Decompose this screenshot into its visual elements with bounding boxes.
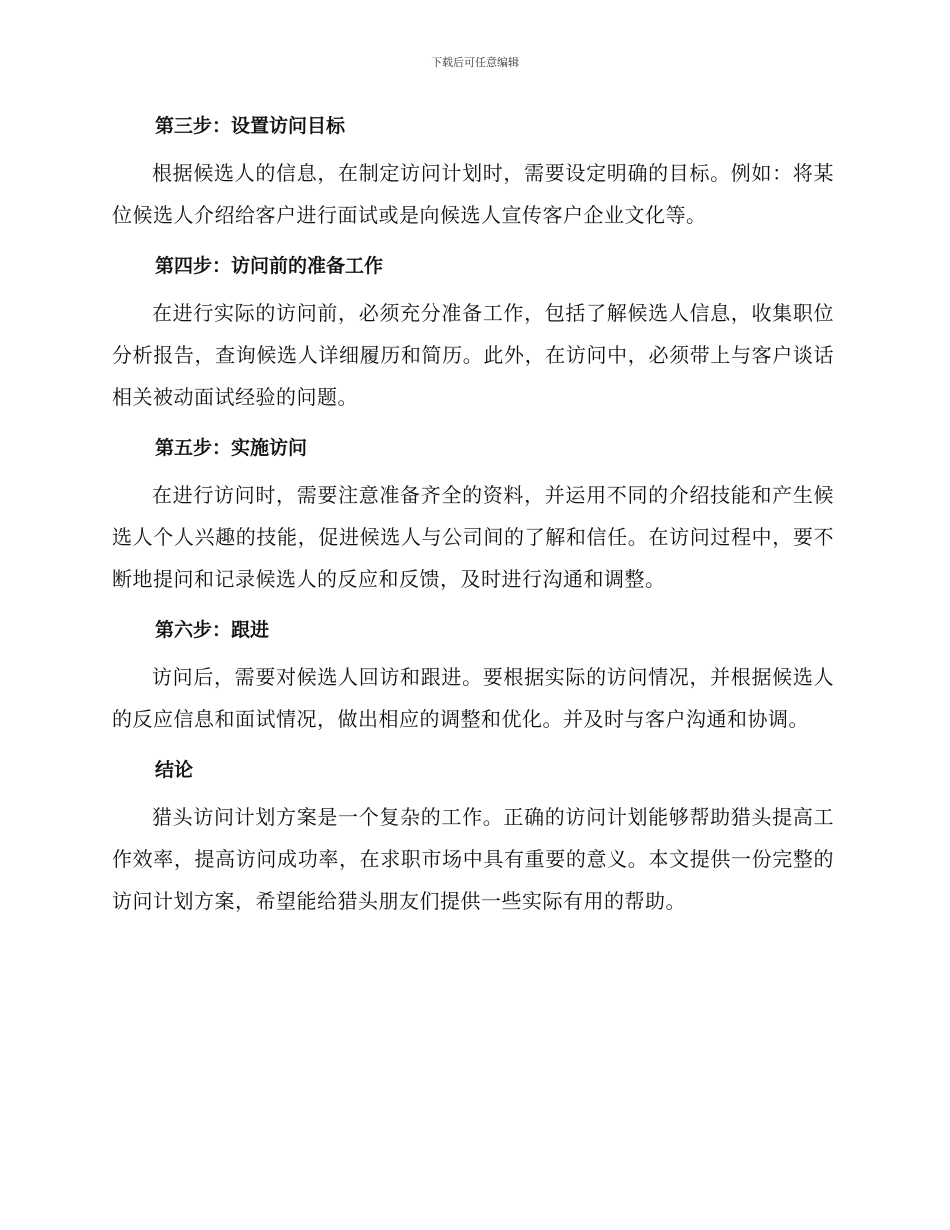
header-note: 下载后可任意编辑 xyxy=(431,56,519,69)
section-step-four xyxy=(112,248,834,418)
section-paragraph: 根据候选人的信息，在制定访问计划时，需要设定明确的目标。例如：将某位候选人介绍给客户进行面试或是向候选人宣传客户企业文化等。 xyxy=(112,161,834,227)
section-paragraph: 在进行访问时，需要注意准备齐全的资料，并运用不同的介绍技能和产生候选人个人兴趣的技能，促进候选人与公司间的了解和信任。在访问过程中，要不断地提问和记录候选人的反应和反馈，及时进行沟通和调整。 xyxy=(112,483,834,591)
section-heading: 第五步：实施访问 xyxy=(155,437,308,459)
section-heading: 第六步：跟进 xyxy=(155,619,270,641)
section-heading: 第四步：访问前的准备工作 xyxy=(155,255,384,277)
section-step-six xyxy=(112,612,834,740)
section-conclusion xyxy=(112,752,834,922)
section-step-five xyxy=(112,430,834,600)
section-paragraph: 访问后，需要对候选人回访和跟进。要根据实际的访问情况，并根据候选人的反应信息和面试情况，做出相应的调整和优化。并及时与客户沟通和协调。 xyxy=(112,665,834,731)
document-body xyxy=(112,108,834,934)
section-heading: 第三步：设置访问目标 xyxy=(155,115,346,137)
section-paragraph: 猎头访问计划方案是一个复杂的工作。正确的访问计划能够帮助猎头提高工作效率，提高访问成功率，在求职市场中具有重要的意义。本文提供一份完整的访问计划方案，希望能给猎头朋友们提供一些实际有用的帮助。 xyxy=(112,805,834,913)
section-heading: 结论 xyxy=(155,759,194,781)
section-paragraph: 在进行实际的访问前，必须充分准备工作，包括了解候选人信息，收集职位分析报告，查询候选人详细履历和简历。此外，在访问中，必须带上与客户谈话相关被动面试经验的问题。 xyxy=(112,301,834,409)
section-step-three xyxy=(112,108,834,236)
